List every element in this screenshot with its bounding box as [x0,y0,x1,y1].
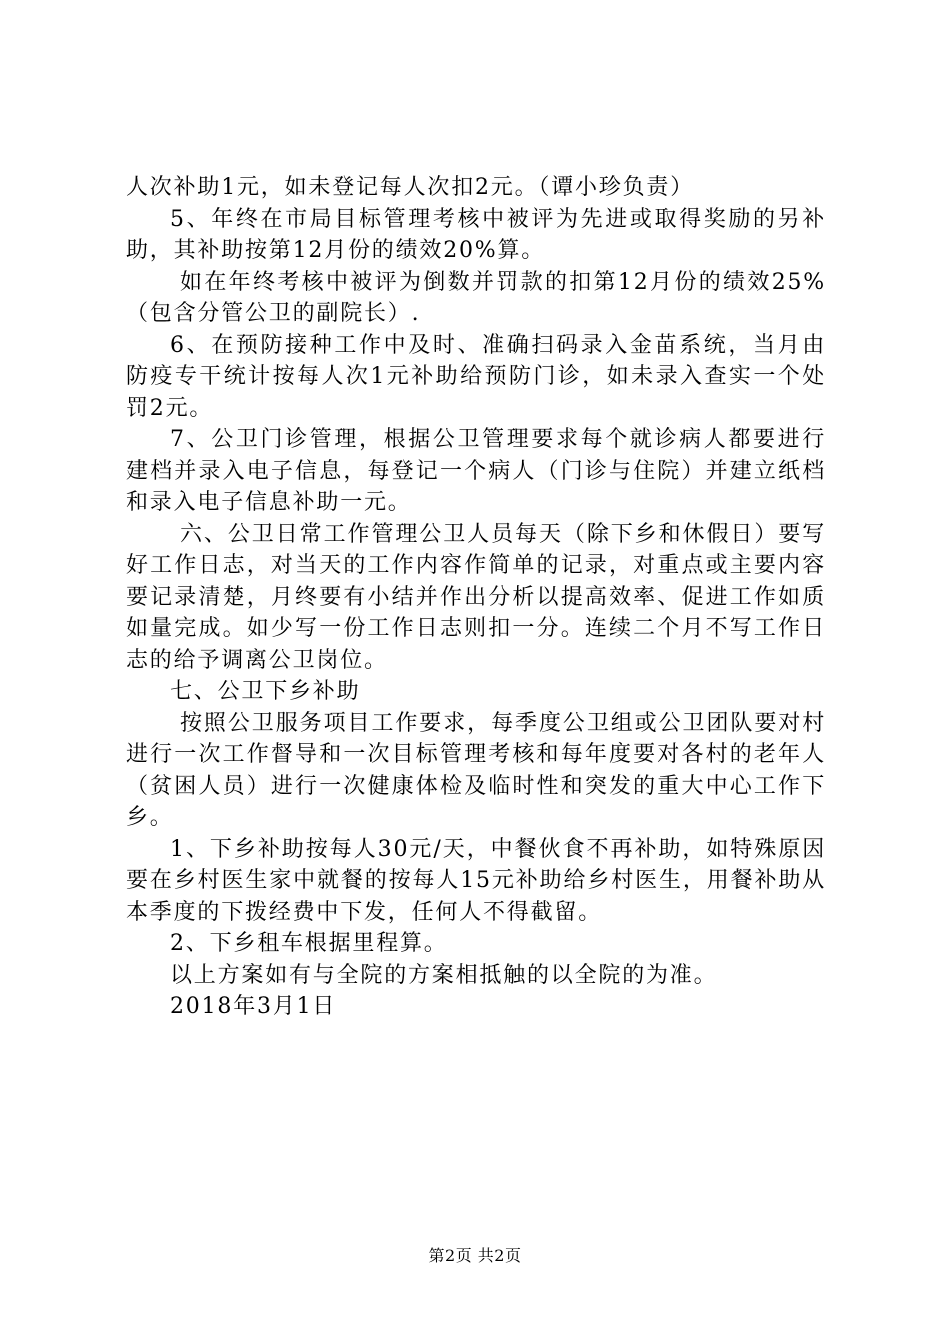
paragraph-subsidy-2: 2、下乡租车根据里程算。 [170,931,448,956]
paragraph-penalty: 如在年终考核中被评为倒数并罚款的扣第12月份的绩效25%（包含分管公卫的副院长）. [126,269,826,326]
page-footer: 第2页 共2页 [428,1246,522,1265]
paragraph-section-6: 六、公卫日常工作管理公卫人员每天（除下乡和休假日）要写好工作日志，对当天的工作内容作简单的记录，对重点或主要内容要记录清楚，月终要有小结并作出分析以提高效率、促进工作如质如量完成。如少写一份工作日志则扣一分。连续二个月不写工作日志的给予调离公卫岗位。 [126,521,826,673]
document-body [126,172,826,1023]
paragraph-subsidy-continued: 人次补助1元，如未登记每人次扣2元。（谭小珍负责） [126,175,694,200]
paragraph-section-7-body: 按照公卫服务项目工作要求，每季度公卫组或公卫团队要对村进行一次工作督导和一次目标管理考核和每年度要对各村的老年人（贫困人员）进行一次健康体检及临时性和突发的重大中心工作下乡。 [126,710,826,830]
paragraph-item-5: 5、年终在市局目标管理考核中被评为先进或取得奖励的另补助，其补助按第12月份的绩效20%算。 [126,206,826,263]
paragraph-closing-note: 以上方案如有与全院的方案相抵触的以全院的为准。 [170,962,718,988]
paragraph-section-7-heading: 七、公卫下乡补助 [170,679,361,704]
paragraph-subsidy-1: 1、下乡补助按每人30元/天，中餐伙食不再补助，如特殊原因要在乡村医生家中就餐的按每人15元补助给乡村医生，用餐补助从本季度的下拨经费中下发，任何人不得截留。 [126,836,826,925]
document-date: 2018年3月1日 [170,994,337,1019]
paragraph-item-6: 6、在预防接种工作中及时、准确扫码录入金苗系统，当月由防疫专干统计按每人次1元补助给预防门诊，如未录入查实一个处罚2元。 [126,332,826,421]
paragraph-item-7: 7、公卫门诊管理，根据公卫管理要求每个就诊病人都要进行建档并录入电子信息，每登记一个病人（门诊与住院）并建立纸档和录入电子信息补助一元。 [126,427,826,515]
